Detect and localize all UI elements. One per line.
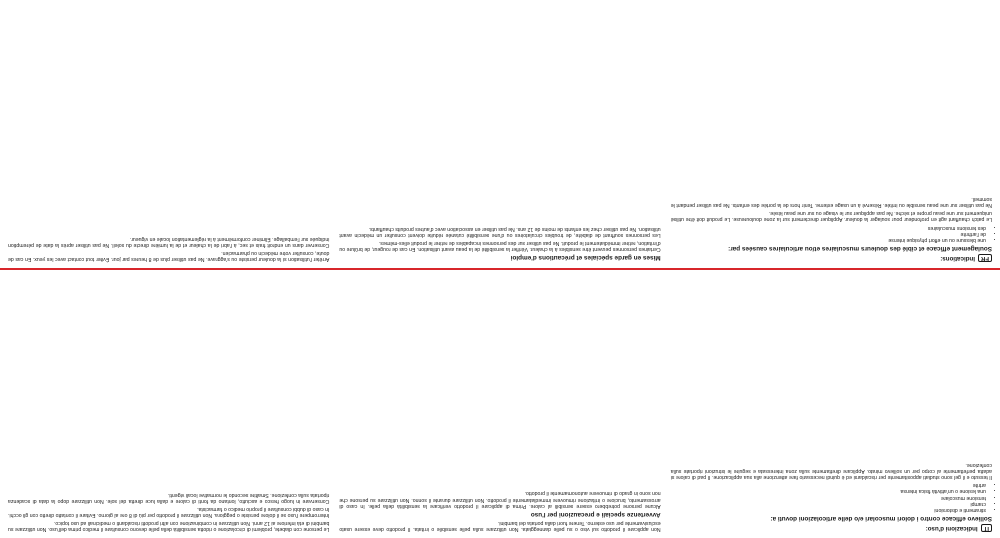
- italian-indications-list: [671, 482, 992, 512]
- italian-paragraph-5: Interrompere l'uso se il dolore persiste o peggiora. Non utilizzare il prodotto per più di 8 ore al giorno. Evitare il contatto diretto con gli occhi. In caso di dubbi consultare il proprio medico o farmacista.: [8, 505, 330, 518]
- list-item: • artrite: [671, 482, 986, 488]
- list-item: • des tensions musculaires: [671, 224, 986, 230]
- french-column-1: [671, 6, 992, 262]
- french-column-3: [8, 6, 329, 262]
- french-paragraph-5: Arrêter l'utilisation si la douleur persiste ou s'aggrave. Ne pas utiliser plus de 8 heures par jour. Éviter tout contact avec les yeux. En cas de doute, consulter votre médecin ou pharmacien.: [8, 249, 330, 262]
- list-item: • tensione muscolare: [671, 494, 986, 500]
- list-item: • une blessure ou un effort physique intense: [671, 237, 986, 243]
- french-heading: Soulagement efficace et ciblé des douleurs musculaires et/ou articulaires causées par:: [728, 244, 992, 252]
- list-item: • una lesione o un'attività fisica intensa: [671, 488, 986, 494]
- french-paragraph-4: Les personnes souffrant de diabète, de troubles circulatoires ou d'une sensibilité cutanée réduite doivent consulter un médecin avant utilisation. Ne pas utiliser chez les enfants de moins de 12 ans. Ne pas utiliser en association avec d'autres produits chauffants.: [339, 225, 661, 238]
- italian-title: Indicazioni d'uso:: [925, 525, 978, 532]
- list-item: • de l'arthrite: [671, 231, 986, 237]
- italian-paragraph-1: Il tessuto e il gel sono studiati appositamente per riscaldarsi ed è quindi necessario fare attenzione alla sua applicazione. Il pad di calore si adatta perfettamente al corpo per un sollievo mirato. Applicare direttamente sulla zona interessata e seguire le istruzioni riportate sulla confezione.: [670, 462, 992, 481]
- french-paragraph-2: Ne pas utiliser sur une peau sensible ou irritée. Réservé à un usage externe. Tenir hors de la portée des enfants. Ne pas utiliser pendant le sommeil.: [670, 196, 992, 209]
- french-column-2: [339, 6, 660, 262]
- list-item: • stiramenti e distorsioni: [671, 507, 986, 513]
- french-panel: [0, 0, 1000, 268]
- french-paragraph-1: Le patch chauffant agit en profondeur pour soulager la douleur. Appliquer directement sur la zone douloureuse. Le produit doit être utilisé uniquement sur une peau propre et sèche. Ne pas appliquer sur le visage ou sur une peau lésée.: [670, 210, 992, 223]
- list-item: • crampi: [671, 501, 986, 507]
- italian-paragraph-6: Conservare in luogo fresco e asciutto, lontano da fonti di calore e dalla luce diretta del sole. Non utilizzare dopo la data di scadenza riportata sulla confezione. Smaltire secondo le normative locali vigenti.: [8, 491, 330, 504]
- italian-warning-heading: Avvertenze speciali e precauzioni per l'uso: [530, 510, 661, 518]
- french-title-row: [671, 254, 992, 262]
- italian-column-3: [8, 276, 329, 532]
- italian-heading: Sollievo efficace contro i dolori muscolari e/o delle articolazioni dovuti a:: [770, 514, 992, 522]
- french-indications-list: [671, 224, 992, 242]
- french-paragraph-6: Conserver dans un endroit frais et sec, à l'abri de la chaleur et de la lumière directe du soleil. Ne pas utiliser après la date de péremption indiquée sur l'emballage. Éliminer conformément à la réglementation locale en vigueur.: [8, 235, 330, 248]
- french-lang-badge: FR: [978, 254, 992, 262]
- italian-column-1: [671, 276, 992, 532]
- italian-paragraph-3: Alcune persone potrebbero essere sensibili al calore. Prima di applicare il prodotto verificare la sensibilità della pelle. In caso di arrossamento, bruciore o irritazione rimuovere immediatamente il prodotto. Non utilizzare durante il sonno. Non utilizzare su persone che non sono in grado di rimuovere autonomamente il prodotto.: [339, 490, 661, 509]
- french-paragraph-3: Certaines personnes peuvent être sensibles à la chaleur. Vérifier la sensibilité de la peau avant utilisation. En cas de rougeur, de brûlure ou d'irritation, retirer immédiatement le produit. Ne pas utiliser sur des personnes incapables de retirer le produit elles-mêmes.: [339, 239, 661, 252]
- italian-lang-badge: IT: [981, 524, 992, 532]
- italian-title-row: [671, 524, 992, 532]
- french-warning-heading: Mises en garde spéciales et précautions d'emploi: [510, 254, 661, 261]
- french-title: Indications:: [940, 255, 975, 262]
- italian-paragraph-4: Le persone con diabete, problemi di circolazione o ridotta sensibilità della pelle devono consultare il medico prima dell'uso. Non utilizzare su bambini di età inferiore ai 12 anni. Non utilizzare in combinazione con altri prodotti riscaldanti o medicinali ad uso topico.: [8, 519, 330, 532]
- italian-paragraph-2: Non applicare il prodotto sul viso o su pelle danneggiata. Non utilizzare sulla pelle sensibile o irritata. Il prodotto deve essere usato esclusivamente per uso esterno. Tenere fuori dalla portata dei bambini.: [339, 519, 661, 532]
- italian-panel: [0, 270, 1000, 538]
- italian-column-2: [339, 276, 660, 532]
